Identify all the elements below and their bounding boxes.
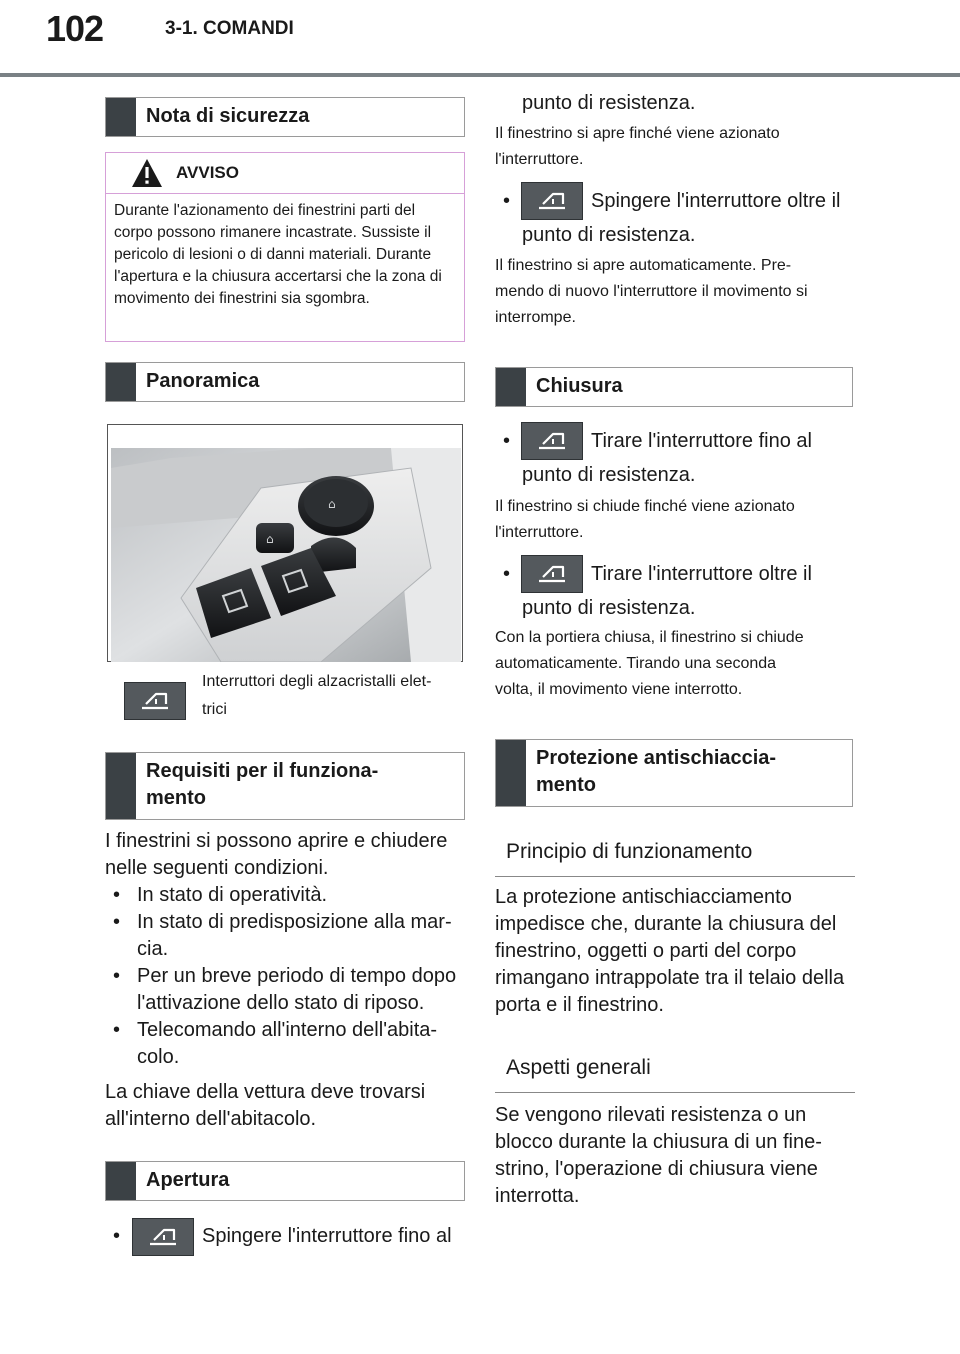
- heading-text: Requisiti per il funziona- mento: [146, 760, 379, 809]
- heading-bar: [106, 1162, 136, 1200]
- chapter-title: 3-1. COMANDI: [165, 18, 294, 39]
- requirements-list: [105, 882, 475, 1071]
- subheading-general: Aspetti generali: [495, 1054, 855, 1093]
- close-step2-text: Tirare l'interruttore oltre il: [591, 563, 812, 585]
- heading-bar: [106, 98, 136, 136]
- svg-text:⌂: ⌂: [328, 497, 336, 511]
- photo-caption: Interruttori degli alzacristalli elet- trici: [202, 673, 432, 718]
- window-switch-photo: [107, 424, 463, 662]
- principle-text: La protezione antischiacciamento impedisce che, durante la chiusura del finestrino, oggetti o parti del corpo rimangano intrappolate tra il telaio della porta e il finestrino.: [495, 886, 845, 1016]
- bullet: •: [503, 563, 511, 585]
- heading-opening: [105, 1161, 465, 1201]
- close-step2-note: Con la portiera chiusa, il finestrino si chiude automaticamente. Tirando una seconda volta, il movimento viene interrotto.: [495, 629, 804, 698]
- warning-text: Durante l'azionamento dei finestrini parti del corpo possono rimanere incastrate. Sussiste il pericolo di lesioni o di danni materiali. Durante l'apertura e la chiusura accertarsi che la zona di movimento dei finestrini sia sgombra.: [114, 202, 442, 307]
- list-item: • In stato di operatività.: [105, 882, 475, 909]
- heading-bar: [106, 753, 136, 819]
- close-step2-continued: punto di resistenza.: [522, 597, 696, 619]
- list-item: • Per un breve periodo di tempo dopo l'attivazione dello stato di riposo.: [105, 963, 475, 1017]
- heading-text: Apertura: [146, 1169, 230, 1191]
- general-text: Se vengono rilevati resistenza o un blocco durante la chiusura di un fine- strino, l'operazione di chiusura viene interrotta.: [495, 1104, 822, 1207]
- window-switch-illustration: [111, 448, 461, 662]
- page-number: 102: [46, 8, 104, 49]
- list-item: • In stato di predisposizione alla mar- cia.: [105, 909, 475, 963]
- heading-pinch-protection: [495, 739, 853, 807]
- subheading-principle: Principio di funzionamento: [495, 838, 855, 877]
- close-step1-text: Tirare l'interruttore fino al: [591, 430, 812, 452]
- window-switch-key-icon: [132, 1218, 194, 1256]
- heading-overview: [105, 362, 465, 402]
- heading-closing: [495, 367, 853, 407]
- warning-header: [106, 153, 464, 194]
- window-switch-key-icon: [521, 555, 583, 593]
- key-note: La chiave della vettura deve trovarsi all'interno dell'abitacolo.: [105, 1081, 426, 1130]
- requirements-intro: I finestrini si possono aprire e chiudere nelle seguenti condizioni.: [105, 830, 448, 879]
- heading-text: Chiusura: [536, 375, 623, 397]
- bullet: •: [503, 190, 511, 212]
- heading-requirements: [105, 752, 465, 820]
- heading-text: Panoramica: [146, 370, 260, 392]
- open-step2-note: Il finestrino si apre automaticamente. Pre- mendo di nuovo l'interruttore il movimento si interrompe.: [495, 257, 808, 326]
- header-divider: [0, 73, 960, 77]
- bullet: •: [113, 1225, 121, 1247]
- heading-text: Protezione antischiaccia- mento: [536, 747, 777, 796]
- bullet: •: [503, 430, 511, 452]
- heading-bar: [496, 740, 526, 806]
- close-step1-continued: punto di resistenza.: [522, 464, 696, 486]
- heading-bar: [496, 368, 526, 406]
- heading-bar: [106, 363, 136, 401]
- close-step1-note: Il finestrino si chiude finché viene azionato l'interruttore.: [495, 498, 795, 541]
- requirements-section: [105, 828, 475, 1133]
- open-step1-continued: punto di resistenza.: [522, 92, 696, 114]
- open-step2-continued: punto di resistenza.: [522, 224, 696, 246]
- warning-title: AVVISO: [176, 163, 239, 182]
- open-step1-note: Il finestrino si apre finché viene azionato l'interruttore.: [495, 125, 780, 168]
- heading-text: Nota di sicurezza: [146, 105, 310, 127]
- open-step2-text: Spingere l'interruttore oltre il: [591, 190, 841, 212]
- heading-safety-note: [105, 97, 465, 137]
- list-item: • Telecomando all'interno dell'abita- colo.: [105, 1017, 475, 1071]
- window-switch-key-icon: [521, 422, 583, 460]
- warning-box: [105, 152, 465, 342]
- svg-text:⌂: ⌂: [266, 532, 274, 546]
- open-step1-text: Spingere l'interruttore fino al: [202, 1225, 452, 1247]
- window-switch-key-icon: [521, 182, 583, 220]
- warning-triangle-icon: [131, 158, 163, 188]
- window-switch-key-icon: [124, 682, 186, 720]
